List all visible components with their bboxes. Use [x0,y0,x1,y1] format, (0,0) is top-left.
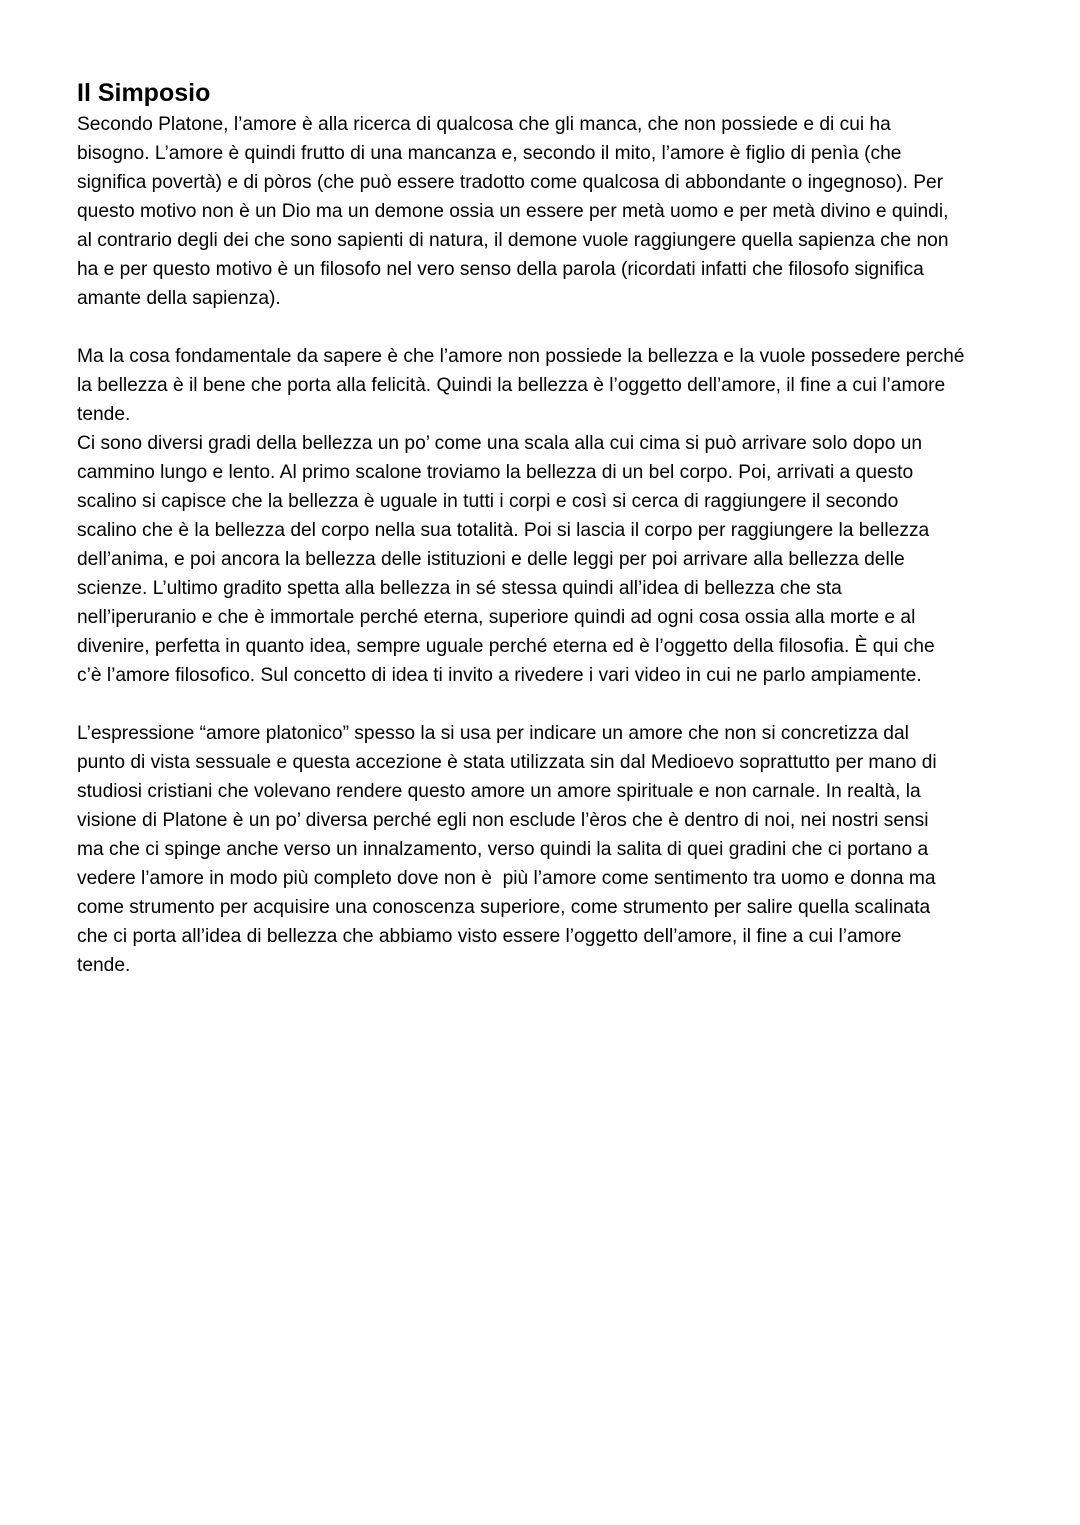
text-line: ha e per questo motivo è un filosofo nel vero senso della parola (ricordati infatti che filosofo significa [77,259,924,280]
text-line: nell’iperuranio e che è immortale perché eterna, superiore quindi ad ogni cosa ossia alla morte e al [77,607,916,628]
paragraph-2 [77,342,1017,429]
text-line: Secondo Platone, l’amore è alla ricerca di qualcosa che gli manca, che non possiede e di cui ha [77,114,891,135]
text-line: Ci sono diversi gradi della bellezza un po’ come una scala alla cui cima si può arrivare solo dopo un [77,433,923,454]
text-line: studiosi cristiani che volevano rendere questo amore un amore spirituale e non carnale. In realtà, la [77,781,921,802]
text-line: amante della sapienza). [77,288,281,309]
text-line: ma che ci spinge anche verso un innalzamento, verso quindi la salita di quei gradini che ci portano a [77,839,929,860]
text-line: punto di vista sessuale e questa accezione è stata utilizzata sin dal Medioevo soprattutto per mano di [77,752,937,773]
text-line: bisogno. L’amore è quindi frutto di una mancanza e, secondo il mito, l’amore è figlio di penìa (che [77,143,902,164]
paragraph-3 [77,429,1017,690]
text-line: cammino lungo e lento. Al primo scalone troviamo la bellezza di un bel corpo. Poi, arrivati a questo [77,462,914,483]
text-line: al contrario degli dei che sono sapienti di natura, il demone vuole raggiungere quella sapienza che non [77,230,949,251]
text-line: vedere l’amore in modo più completo dove non è più l’amore come sentimento tra uomo e donna ma [77,868,936,889]
paragraph-4 [77,719,1017,980]
text-line: la bellezza è il bene che porta alla felicità. Quindi la bellezza è l’oggetto dell’amore, il fine a cui l’amore [77,375,946,396]
text-line: dell’anima, e poi ancora la bellezza delle istituzioni e delle leggi per poi arrivare alla bellezza delle [77,549,905,570]
text-line: significa povertà) e di pòros (che può essere tradotto come qualcosa di abbondante o ingegnoso). Per [77,172,944,193]
text-line: scalino che è la bellezza del corpo nella sua totalità. Poi si lascia il corpo per raggiungere la bellezza [77,520,930,541]
text-line: visione di Platone è un po’ diversa perché egli non esclude l’èros che è dentro di noi, nei nostri sensi [77,810,929,831]
text-line: che ci porta all’idea di bellezza che abbiamo visto essere l’oggetto dell’amore, il fine a cui l’amore [77,926,902,947]
text-line: tende. [77,955,131,976]
text-line: L’espressione “amore platonico” spesso la si usa per indicare un amore che non si concretizza dal [77,723,909,744]
text-line: divenire, perfetta in quanto idea, sempre uguale perché eterna ed è l’oggetto della filosofia. È qui che [77,636,935,657]
text-line: scalino si capisce che la bellezza è uguale in tutti i corpi e così si cerca di raggiungere il secondo [77,491,899,512]
text-line: questo motivo non è un Dio ma un demone ossia un essere per metà uomo e per metà divino e quindi, [77,201,949,222]
text-line: scienze. L’ultimo gradito spetta alla bellezza in sé stessa quindi all’idea di bellezza che sta [77,578,842,599]
page-title: Il Simposio [77,79,211,107]
document-page [77,76,1017,980]
text-line: c’è l’amore filosofico. Sul concetto di idea ti invito a rivedere i vari video in cui ne parlo ampiamente. [77,665,922,686]
paragraph-spacer [77,313,1017,342]
text-line: come strumento per acquisire una conoscenza superiore, come strumento per salire quella scalinata [77,897,931,918]
text-line: Ma la cosa fondamentale da sapere è che l’amore non possiede la bellezza e la vuole possedere perché [77,346,965,367]
paragraph-1 [77,110,1017,313]
text-line: tende. [77,404,131,425]
paragraph-spacer [77,690,1017,719]
